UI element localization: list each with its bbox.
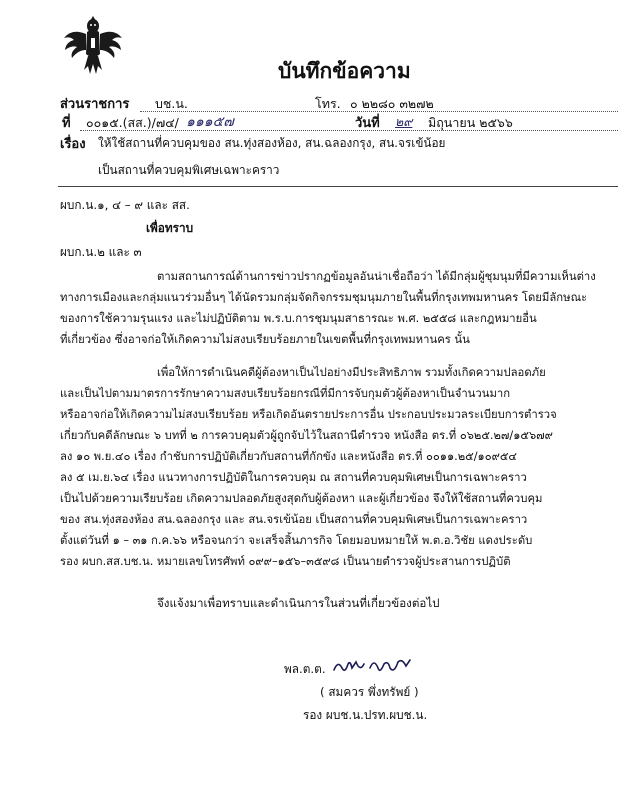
signer-name: ( สมควร พึ่งทรัพย์ ) [320,685,419,699]
closing-text: จึงแจ้งมาเพื่อทราบและดำเนินการในส่วนที่เกี่ยวข้องต่อไป [157,596,440,610]
paragraph-2-line: เพื่อให้การดำเนินคดีผู้ต้องหาเป็นไปอย่างมีประสิทธิภาพ รวมทั้งเกิดความปลอดภัย [157,366,546,379]
to-line: ผบก.น.๑, ๔ – ๙ และ สส. [60,198,190,212]
paragraph-2-line: ลง ๑๐ พ.ย.๔๐ เรื่อง กำชับการปฏิบัติเกี่ยวกับสถานที่กักขัง และหนังสือ ตร.ที่ ๐๐๑๑.๒๕/๑๐๙๕๔ [60,450,517,463]
paragraph-2-line: ของ สน.ทุ่งสองห้อง สน.ฉลองกรุง และ สน.จรเข้น้อย เป็นสถานที่ควบคุมพิเศษเป็นการเฉพาะคราว [60,513,528,526]
ref-value: ๐๐๑๕.(สส.)/๗๔/ [86,115,179,130]
ref-label: ที่ [62,116,71,131]
ref-handwritten-number: ๑๑๑๕๗ [186,114,234,130]
paragraph-2-line: ลง ๕ เม.ย.๖๔ เรื่อง แนวทางการปฏิบัติในการควบคุม ณ สถานที่ควบคุมพิเศษเป็นการเฉพาะคราว [60,471,527,484]
date-label: วันที่ [355,116,380,131]
handwritten-signature [332,656,412,678]
subject-label: เรื่อง [60,137,86,152]
subject-line-2: เป็นสถานที่ควบคุมพิเศษเฉพาะคราว [98,163,280,177]
signer-rank: พล.ต.ต. [284,662,326,676]
paragraph-1 [60,266,616,350]
phone-value: ๐ ๒๒๘๐ ๓๒๗๒ [350,96,434,111]
cc-line: ผบก.น.๒ และ ๓ [60,245,142,259]
paragraph-1-line: ของการใช้ความรุนแรง และไม่ปฏิบัติตาม พ.ร.บ.การชุมนุมสาธารณะ พ.ศ. ๒๕๕๘ และกฎหมายอื่น [60,312,537,325]
paragraph-2-line: ตั้งแต่วันที่ ๑ – ๓๑ ก.ค.๖๖ หรือจนกว่า จะเสร็จสิ้นภารกิจ โดยมอบหมายให้ พ.ต.อ.วิชัย แดงประดับ [60,534,533,547]
signer-position: รอง ผบช.น.ปรท.ผบช.น. [303,708,428,722]
agency-label: ส่วนราชการ [60,97,130,112]
paragraph-2-line: รอง ผบก.สส.บช.น. หมายเลขโทรศัพท์ ๐๙๙–๑๕๖–๓๕๙๘ เป็นนายตำรวจผู้ประสานการปฏิบัติ [60,555,511,568]
paragraph-2-line: เป็นไปด้วยความเรียบร้อย เกิดความปลอดภัยสูงสุดกับผู้ต้องหา และผู้เกี่ยวข้อง จึงให้ใช้สถานที่ควบคุม [60,492,543,505]
phone-label: โทร. [315,96,341,111]
date-day-handwritten: ๒๙ [395,114,413,129]
paragraph-1-line: ทางการเมืองและกลุ่มแนวร่วมอื่นๆ ได้นัดรวมกลุ่มจัดกิจกรรมชุมนุมภายในพื้นที่กรุงเทพมหานคร โดยมีลักษณะ [60,291,588,304]
subject-line-1: ให้ใช้สถานที่ควบคุมของ สน.ทุ่งสองห้อง, สน.ฉลองกรุง, สน.จรเข้น้อย [98,136,446,150]
paragraph-1-line: ตามสถานการณ์ด้านการข่าวปรากฏข้อมูลอันน่าเชื่อถือว่า ได้มีกลุ่มผู้ชุมนุมที่มีความเห็นต่าง [157,270,596,283]
subject-divider [58,186,618,187]
paragraph-2-line: และเป็นไปตามมาตรการรักษาความสงบเรียบร้อยกรณีที่มีการจับกุมตัวผู้ต้องหาเป็นจำนวนมาก [60,387,511,400]
for-info-text: เพื่อทราบ [146,221,194,235]
ref-dotline [80,130,618,131]
date-month-year: มิถุนายน ๒๕๖๖ [428,115,513,130]
agency-value: บช.น. [155,96,188,111]
paragraph-1-line: ที่เกี่ยวข้อง ซึ่งอาจก่อให้เกิดความไม่สงบเรียบร้อยภายในเขตพื้นที่กรุงเทพมหานคร นั้น [60,333,470,346]
paragraph-2-line: เกี่ยวกับคดีลักษณะ ๖ บทที่ ๒ การควบคุมตัวผู้ถูกจับไว้ในสถานีตำรวจ หนังสือ ตร.ที่ ๐๖๒๕.๒๗/๑๕๖๗๙ [60,429,553,442]
garuda-emblem-icon [62,14,124,78]
paragraph-2-line: หรืออาจก่อให้เกิดความไม่สงบเรียบร้อย หรือเกิดอันตรายประการอื่น ประกอบประมวลระเบียบการตำรวจ [60,408,557,421]
page-title: บันทึกข้อความ [278,59,411,83]
paragraph-2 [60,362,616,572]
